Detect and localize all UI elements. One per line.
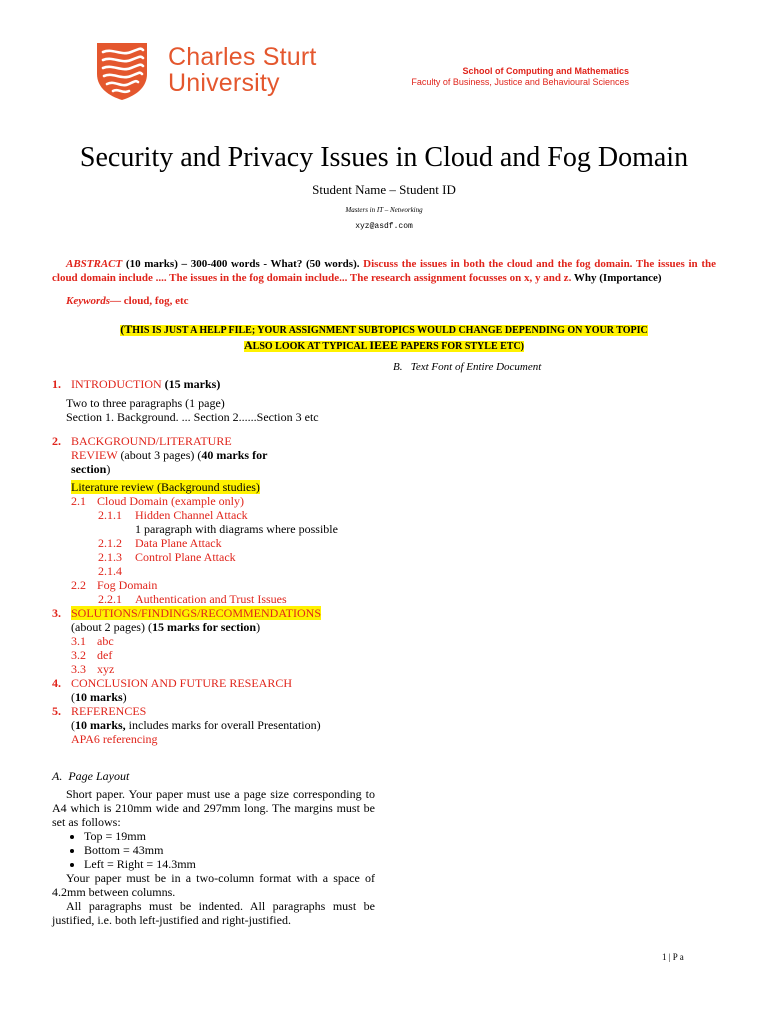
page-number: 1 | P a (662, 952, 684, 962)
section-title-background: BACKGROUND/LITERATURE (71, 434, 232, 448)
subsection-2-1-4-number: 2.1.4 (98, 564, 122, 578)
subsection-2-1-1-number: 2.1.1 (98, 508, 122, 522)
section-title: INTRODUCTION (71, 377, 162, 391)
list-item: • Bottom = 43mm (84, 843, 375, 857)
intro-detail-1: Two to three paragraphs (1 page) (66, 396, 225, 410)
abstract-marks: (10 marks) – 300-400 words - What? (50 words). (122, 258, 364, 270)
keywords-text: — cloud, fog, etc (110, 295, 189, 307)
school-name: School of Computing and Mathematics (462, 66, 629, 76)
help-note-line1-rest: HIS IS JUST A HELP FILE; YOUR ASSIGNMENT SUBTOPICS WOULD CHANGE DEPENDING ON YOUR TOPIC (132, 325, 648, 336)
document-title: Security and Privacy Issues in Cloud and Fog Domain (79, 142, 689, 173)
subsection-3-2-title: def (97, 648, 113, 662)
solutions-marks: 15 marks for section (151, 620, 257, 634)
page-layout-paragraph-2: Your paper must be in a two-column format with a space of 4.2mm between columns. (52, 871, 375, 899)
page-layout-paragraph-1: Short paper. Your paper must use a page size corresponding to A4 which is 210mm wide and 297mm long. The margins must be set as follows: (52, 787, 375, 829)
university-name (168, 44, 317, 96)
section-title-solutions (71, 606, 321, 620)
section-title-references: REFERENCES (71, 704, 147, 718)
subsection-2-1-number: 2.1 (71, 494, 86, 508)
subsection-2-1-2-number: 2.1.2 (98, 536, 122, 550)
subsection-3-3-number: 3.3 (71, 662, 86, 676)
subsection-3-1-title: abc (97, 634, 114, 648)
conclusion-open: ( (71, 690, 75, 704)
subsection-2-1-3-title: Control Plane Attack (135, 550, 236, 564)
help-note-line2-part: LSO LOOK AT TYPICAL (252, 341, 370, 352)
help-note-ieee: IEEE (369, 338, 399, 352)
university-name-line1: Charles Sturt (168, 43, 317, 71)
section-heading-page-layout (52, 769, 129, 783)
section-title-review: REVIEW (71, 448, 118, 462)
solutions-close: ) (256, 620, 261, 634)
literature-review-text: Literature review (Background studies) (71, 480, 260, 494)
conclusion-marks-text: 10 marks (75, 690, 123, 704)
heading-text: Page Layout (68, 769, 130, 783)
abstract-body: Discuss the issues in both the cloud and the fog domain. The issues in the cloud domain include .... The issues in the fog domain include... The research assignment focusses on x, y and z. (52, 258, 716, 284)
section-number: 2. (52, 434, 61, 448)
help-note (0, 322, 768, 354)
subsection-2-1-3-number: 2.1.3 (98, 550, 122, 564)
list-item: • Top = 19mm (84, 829, 375, 843)
help-note-line2-end: PAPERS FOR STYLE ETC) (398, 341, 525, 352)
email-line: xyz@asdf.com (355, 222, 413, 231)
section-title-solutions-text: SOLUTIONS/FINDINGS/RECOMMENDATIONS (71, 606, 322, 620)
intro-detail-2: Section 1. Background. ... Section 2......Section 3 etc (66, 410, 319, 424)
section-title-conclusion: CONCLUSION AND FUTURE RESEARCH (71, 676, 293, 690)
conclusion-marks (71, 690, 127, 704)
subsection-2-2-1-number: 2.2.1 (98, 592, 122, 606)
background-marks-2: section (71, 462, 107, 476)
help-note-line1-text (120, 322, 648, 336)
section-number: 4. (52, 676, 61, 690)
subsection-2-1-title: Cloud Domain (example only) (97, 494, 244, 508)
references-marks (71, 718, 321, 732)
section-number: 3. (52, 606, 61, 620)
abstract-label: ABSTRACT (66, 258, 123, 270)
subsection-2-1-1-note: 1 paragraph with diagrams where possible (135, 522, 338, 536)
background-marks: 40 marks for (201, 448, 268, 462)
faculty-name: Faculty of Business, Justice and Behavioural Sciences (411, 77, 629, 87)
references-apa: APA6 referencing (71, 732, 158, 746)
section-marks: (15 marks) (164, 377, 221, 391)
references-open: ( (71, 718, 75, 732)
subsection-2-2-1-title: Authentication and Trust Issues (135, 592, 287, 606)
help-note-line2-text (243, 338, 525, 352)
subsection-3-2-number: 3.2 (71, 648, 86, 662)
degree-line: Masters in IT – Networking (345, 206, 423, 214)
section-number: 1. (52, 377, 61, 391)
heading-letter: B. (393, 361, 403, 373)
section-number: 5. (52, 704, 61, 718)
page-layout-paragraph-3: All paragraphs must be indented. All paragraphs must be justified, i.e. both left-justified and right-justified. (52, 899, 375, 927)
help-note-line1 (0, 322, 768, 338)
subsection-2-2-number: 2.2 (71, 578, 86, 592)
heading-text: Text Font of Entire Document (410, 361, 542, 373)
section-introduction (71, 377, 220, 391)
background-detail-2 (71, 462, 110, 476)
keywords-label: Keywords (66, 295, 110, 307)
subsection-2-2-title: Fog Domain (97, 578, 158, 592)
literature-review-label (71, 480, 260, 494)
abstract-why: Why (Importance) (571, 272, 662, 284)
list-item: • Left = Right = 14.3mm (84, 857, 375, 871)
subsection-3-3-title: xyz (97, 662, 115, 676)
section-heading-text-font (393, 361, 541, 373)
abstract-paragraph (52, 257, 716, 285)
background-pages: (about 3 pages) ( (117, 448, 202, 462)
conclusion-close: ) (122, 690, 127, 704)
references-marks-text: 10 marks, (75, 718, 126, 732)
background-detail (71, 448, 267, 462)
help-note-line2 (0, 338, 768, 354)
help-note-line2-cap: A (243, 338, 253, 352)
page-layout-body (52, 787, 375, 927)
school-info (411, 66, 629, 88)
solutions-detail (71, 620, 260, 634)
heading-letter: A. (52, 769, 63, 783)
help-note-line1-cap: (T (120, 322, 133, 336)
subsection-3-1-number: 3.1 (71, 634, 86, 648)
margin-list (52, 829, 375, 871)
references-rest: includes marks for overall Presentation) (125, 718, 321, 732)
university-logo-icon (93, 40, 151, 102)
keywords-line (66, 295, 189, 307)
university-name-line2: University (168, 69, 280, 97)
solutions-pages: (about 2 pages) ( (71, 620, 152, 634)
subsection-2-1-1-title: Hidden Channel Attack (135, 508, 248, 522)
subsection-2-1-2-title: Data Plane Attack (135, 536, 222, 550)
background-close: ) (106, 462, 111, 476)
student-line: Student Name – Student ID (312, 182, 456, 197)
